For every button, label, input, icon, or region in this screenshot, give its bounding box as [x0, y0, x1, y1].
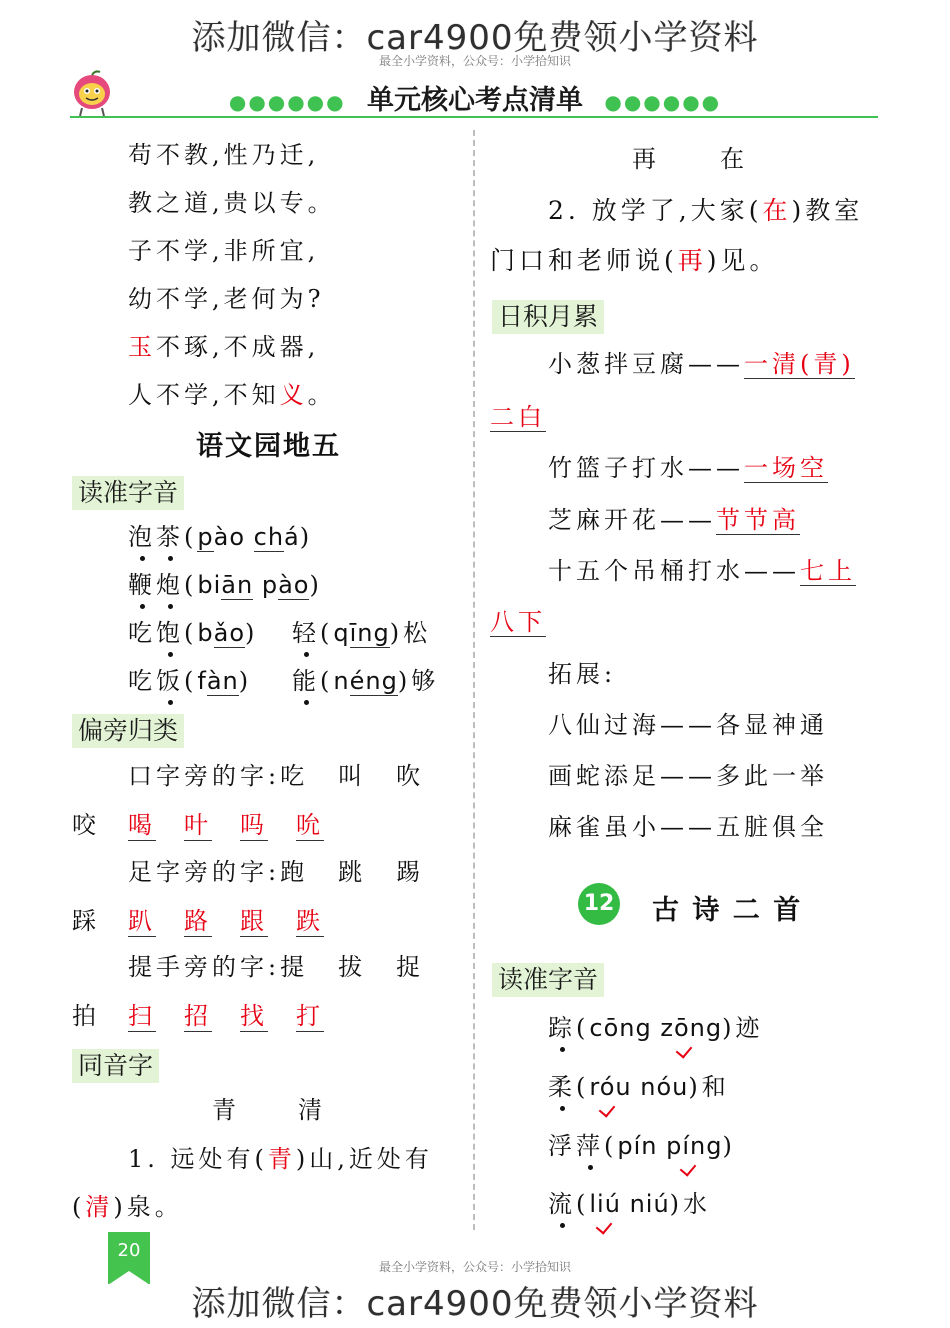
homophone-sentence: 2. 放学了,大家(在)教室: [548, 196, 864, 225]
pron-line: 吃饱(bǎo): [128, 619, 259, 647]
extend-label: 拓展:: [548, 660, 617, 688]
garden-title: 语文园地五: [196, 431, 341, 462]
poem-line: 人不学,不知义。: [128, 381, 336, 409]
header-title: 单元核心考点清单: [367, 85, 583, 116]
homophone-pair: 再 在: [632, 145, 748, 173]
idiom-line-cont: 八下: [490, 608, 546, 636]
section-heading-radical: 偏旁归类: [72, 714, 184, 748]
homophone-pair: 青 清: [212, 1096, 326, 1124]
page-header: [0, 78, 950, 117]
section-heading-pronunciation: 读准字音: [492, 963, 604, 997]
pron-choice-line: 浮萍(pín píng): [548, 1132, 736, 1160]
poem-line: 子不学,非所宜,: [128, 237, 320, 265]
lesson-number-badge: 12: [578, 883, 620, 925]
radical-row-answers: 拍 扫 招 找 打: [72, 1002, 324, 1030]
header-dots-left: ●●●●●●: [228, 90, 346, 114]
section-heading-homophone: 同音字: [72, 1049, 159, 1083]
idiom-line: 芝麻开花——节节高: [548, 506, 800, 534]
column-divider: [473, 130, 475, 1230]
idiom-line: 十五个吊桶打水——七上: [548, 557, 856, 585]
source-note-top: 最全小学资料，公众号：小学拾知识: [378, 54, 571, 68]
radical-row-answers: 踩 趴 路 跟 跌: [72, 907, 324, 935]
pron-line: 泡茶(pào chá): [128, 523, 314, 551]
idiom-line: 小葱拌豆腐——一清(青): [548, 350, 855, 378]
watermark-bottom: 添加微信：car4900免费领小学资料: [191, 1284, 759, 1324]
page-number: 20: [117, 1240, 141, 1261]
source-note-bottom: 最全小学资料，公众号：小学拾知识: [378, 1260, 571, 1274]
poem-line: 教之道,贵以专。: [128, 189, 336, 217]
poem-line: 玉不琢,不成器,: [128, 333, 320, 361]
poem-line: 幼不学,老何为?: [128, 285, 325, 313]
pron-line: 能(néng)够: [292, 667, 440, 695]
homophone-sentence-cont: (清)泉。: [72, 1193, 183, 1221]
pron-choice-line: 踪(cōng zōng)迹: [548, 1014, 764, 1042]
lesson-title: 古 诗 二 首: [652, 895, 803, 926]
pron-line: 轻(qīng)松: [292, 619, 432, 647]
homophone-sentence-cont: 门口和老师说(再)见。: [490, 246, 779, 275]
extend-idiom: 麻雀虽小——五脏俱全: [548, 813, 828, 841]
homophone-sentence: 1. 远处有(青)山,近处有: [128, 1145, 433, 1173]
radical-row-answers: 咬 喝 叶 吗 吮: [72, 811, 324, 839]
section-heading-pronunciation: 读准字音: [72, 476, 184, 510]
pron-line: 吃饭(fàn): [128, 667, 253, 695]
pron-choice-line: 流(liú niú)水: [548, 1190, 712, 1218]
pron-line: 鞭炮(biān pào): [128, 571, 323, 599]
idiom-line-cont: 二白: [490, 403, 546, 431]
radical-row-label: 足字旁的字:跑 跳 踢: [128, 858, 425, 886]
pron-choice-line: 柔(róu nóu)和: [548, 1073, 730, 1101]
header-dots-right: ●●●●●●: [604, 90, 722, 114]
extend-idiom: 画蛇添足——多此一举: [548, 762, 828, 790]
poem-line: 苟不教,性乃迁,: [128, 141, 320, 169]
extend-idiom: 八仙过海——各显神通: [548, 711, 828, 739]
radical-row-label: 口字旁的字:吃 叫 吹: [128, 762, 425, 790]
header-rule: [70, 116, 878, 118]
watermark-top: 添加微信：car4900免费领小学资料: [191, 18, 759, 58]
idiom-line: 竹篮子打水——一场空: [548, 454, 828, 482]
radical-row-label: 提手旁的字:提 拔 捉: [128, 953, 425, 981]
section-heading-accumulation: 日积月累: [492, 300, 604, 334]
